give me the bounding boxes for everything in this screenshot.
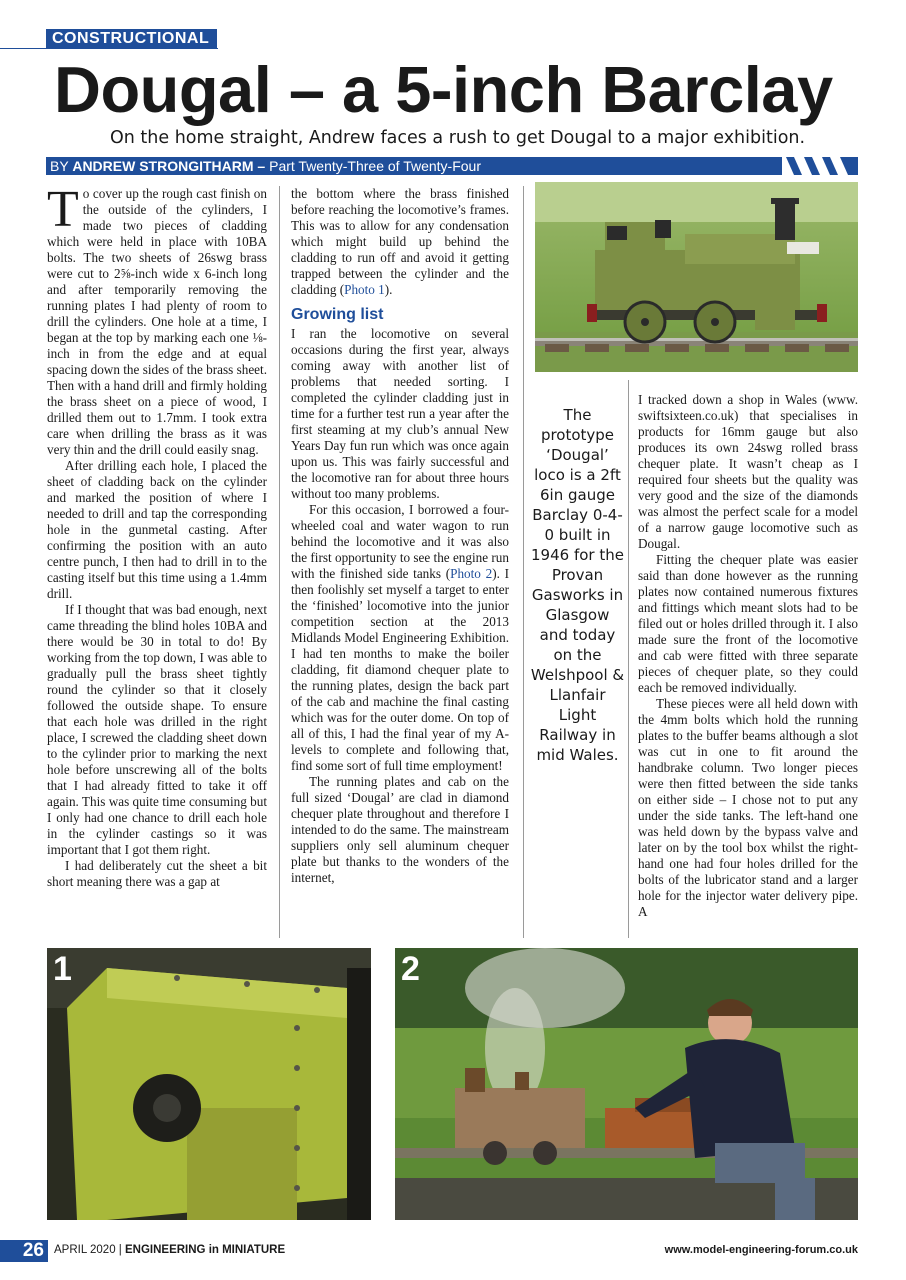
paragraph: I tracked down a shop in Wales (www. swiftsixteen.co.uk) that specialises in products for 16mm gauge but also produces its own 24swg rolled brass chequer plate. It wasn’t cheap as I required four sheets but the quality was very good and the size of the diamonds was almost the perfect scale for a model of a narrow gauge locomotive such as Dougal. [638,392,858,551]
column-divider [523,186,524,938]
byline-prefix: BY [50,158,69,174]
column-4 [638,392,858,920]
article-subtitle: On the home straight, Andrew faces a rush to get Dougal to a major exhibition. [110,128,806,148]
section-tag: CONSTRUCTIONAL [46,29,217,49]
photo-1 [47,948,371,1220]
photo-reference: Photo 2 [450,566,493,581]
column-1 [47,181,267,890]
column-2 [291,186,509,886]
column-divider [628,380,629,938]
paragraph: the bottom where the brass finished before reaching the locomotive’s frames. This was to allow for any condensation which might build up behind the cladding to run off and avoid it getting trapped between the cylinder and the cladding (Photo 1). [291,186,509,297]
section-subheading: Growing list [291,306,384,323]
website-url: www.model-engineering-forum.co.uk [664,1244,858,1256]
page-number: 26 [0,1240,48,1262]
paragraph: I ran the locomotive on several occasions during the first year, always coming away with another list of problems that needed sorting. I completed the cylinder cladding just in time for a further test run a year after the first steaming at my club’s annual New Years Day fun run which was once again upon us. This was fairly successful and the locomotive ran for about three hours without too many problems. [291,326,509,501]
paragraph [47,181,267,458]
paragraph: For this occasion, I borrowed a four-wheeled coal and water wagon to run behind the locomotive and it was also the first opportunity to see the engine run with the finished side tanks (Photo 2). I then foolishly set myself a target to enter the ‘finished’ locomotive into the junior competition section at the 2013 Midlands Model Engineering Exhibition. I had ten months to make the boiler cladding, fit diamond chequer plate to the running plates, design the back part of the cab and machine the final casting which was for the outer dome. On top of all of this, I had the final year of my A-levels to complete and following that, find some sort of full time employment! [291,502,509,773]
driver-with-locomotive-illustration [395,948,858,1220]
locomotive-illustration [535,182,858,372]
photo-caption: The prototype ‘Dougal’ loco is a 2ft 6in gauge Barclay 0-4-0 built in 1946 for the Provan Gasworks in Glasgow and today on the Welshpool & Llanfair Light Railway in mid Wales. [530,406,625,764]
series-part: Part Twenty-Three of Twenty-Four [269,158,482,174]
cylinder-cladding-illustration [47,948,371,1220]
photo-reference: Photo 1 [344,282,385,297]
photo-number: 2 [401,950,420,988]
section-rule [0,48,218,49]
page-footer [0,1240,906,1264]
magazine-name: ENGINEERING in MINIATURE [124,1244,286,1256]
paragraph: These pieces were all held down with the 4mm bolts which hold the running plates to the buffer beams although a slot was cut in one to fit around the handbrake column. Two longer pieces were then fitted between the side tanks on either side – I chose not to put any under the side tanks. The left-hand one was held down by the bypass valve and later on by the tool box whilst the right-hand one had four holes drilled for the bolts of the lubricator stand and a larger hole for the injector water delivery pipe. A [638,696,858,919]
locomotive-photo [535,182,858,372]
paragraph: I had deliberately cut the sheet a bit short meaning there was a gap at [47,858,267,889]
paragraph: The running plates and cab on the full sized ‘Dougal’ are clad in diamond chequer plate throughout and therefore I intended to do the same. The mainstream suppliers only sell aluminum chequer plate but thanks to the wonders of the internet, [291,774,509,885]
drop-cap: T [47,181,79,238]
column-divider [279,186,280,938]
byline-text [50,157,481,175]
decorative-slashes-icon [782,157,858,175]
photo-number: 1 [53,950,72,988]
author-name: ANDREW STRONGITHARM – [72,158,266,174]
article-title: Dougal – a 5-inch Barclay [54,53,833,126]
photo-2 [395,948,858,1220]
paragraph: If I thought that was bad enough, next came threading the blind holes 10BA and there would be 30 in total to do! By working from the top down, I was able to gradually pull the brass sheet tightly round the cylinder so that it closely followed the outside shape. To ensure that each hole was drilled in the right place, I screwed the cladding sheet down to the cylinder prior to marking the next hole before unscrewing all of the bolts that I had already fitted to take it off again. This was quite time consuming but I only had one chance to drill each hole in the cylinder castings so it was important that I got them right. [47,602,267,857]
byline-bar [46,157,858,175]
paragraph-text: o cover up the rough cast finish on the outside of the cylinders, I made two pieces of cladding which were held in place with 10BA bolts. The two sheets of 26swg brass were cut to 2⅝-inch wide x 6-inch long and after temporarily removing the running plates I had plenty of room to drill the cylinders. One hole at a time, I began at the top by marking each one ⅛-inch in from the edge and at equal spacing down the sides of the brass sheet. Then with a hand drill and firmly holding the brass sheet on a piece of wood, I drilled them out to 1.7mm. I took extra care when drilling the brass as it was very thin and the drill could easily snag. [47,186,267,457]
paragraph: After drilling each hole, I placed the sheet of cladding back on the cylinder and marked the position of where I needed to drill and tap the corresponding hole in the gunmetal casting. After confirming the position with an auto centre punch, I then had to drill in to the casting itself but this time using a 1.4mm drill. [47,458,267,601]
paragraph: Fitting the chequer plate was easier said than done however as the running plates now contained numerous fixtures and fittings which meant slots had to be filed out or holes drilled through it. I also made sure the front of the locomotive and cab were fitted with three separate pieces of chequer plate, so they could each be removed individually. [638,552,858,695]
issue-info: APRIL 2020 | ENGINEERING in MINIATURE [54,1244,286,1256]
